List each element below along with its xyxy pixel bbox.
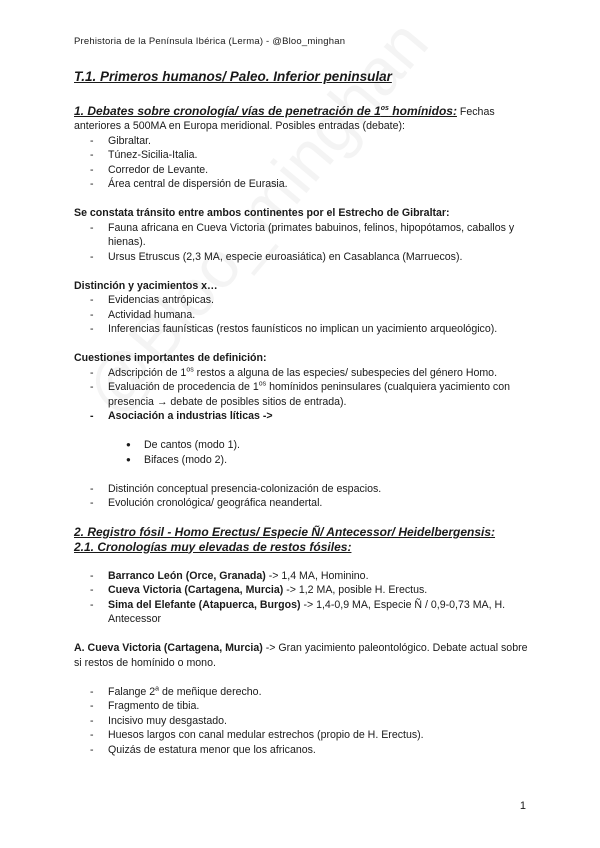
- page-header: Prehistoria de la Península Ibérica (Lerma) - @Bloo_minghan: [74, 36, 346, 47]
- section-3-heading: Distinción y yacimientos x…: [74, 279, 218, 292]
- section-4-list-cont: [74, 482, 534, 511]
- list-item: - Inferencias faunísticas (restos faunísticos no implican un yacimiento arqueológico).: [74, 322, 534, 337]
- list-item: - Gibraltar.: [74, 134, 534, 149]
- list-item: - Área central de dispersión de Eurasia.: [74, 177, 534, 192]
- list-item: - Corredor de Levante.: [74, 163, 534, 178]
- section-5-subheading: 2.1. Cronologías muy elevadas de restos fósiles:: [74, 539, 352, 554]
- list-item: - Evaluación de procedencia de $1^{os}$ homínidos peninsulares (cualquiera yacimiento con presencia → debate de posibles sitios de entrada).: [74, 380, 534, 409]
- section-4-heading: Cuestiones importantes de definición:: [74, 352, 267, 364]
- section-4-list: [74, 366, 534, 424]
- section-2-list: [74, 221, 534, 265]
- list-item: - Distinción conceptual presencia-colonización de espacios.: [74, 482, 534, 497]
- list-item: - Cueva Victoria (Cartagena, Murcia) -> 1,2 MA, posible H. Erectus.: [74, 583, 534, 598]
- list-item: - Falange 2$^a$ de meñique derecho.: [74, 685, 534, 700]
- bullet-item: ● Bifaces (modo 2).: [74, 453, 534, 468]
- list-item: - Actividad humana.: [74, 308, 534, 323]
- list-item: - Fragmento de tibia.: [74, 699, 534, 714]
- list-item: - Adscripción de $1^{os}$ restos a alguna de las especies/ subespecies del género Homo.: [74, 366, 534, 381]
- section-5-list: [74, 569, 534, 627]
- list-item: - Incisivo muy desgastado.: [74, 714, 534, 729]
- document-body: [74, 70, 534, 757]
- list-item: - Huesos largos con canal medular estrechos (propio de H. Erectus).: [74, 728, 534, 743]
- section-1-paragraph: [74, 104, 534, 134]
- list-item: - Barranco León (Orce, Granada) -> 1,4 MA, Hominino.: [74, 569, 534, 584]
- page-number: 1: [519, 800, 526, 812]
- section-3-list: [74, 293, 534, 337]
- section-1-list: [74, 134, 534, 192]
- section-5-heading: 2. Registro fósil - Homo Erectus/ Especie Ñ/ Antecessor/ Heidelbergensis:: [74, 525, 496, 539]
- list-item: - Evolución cronológica/ geográfica neandertal.: [74, 496, 534, 511]
- section-1-heading: 1. Debates sobre cronología/ vías de penetración de $1^{os}$ homínidos:: [74, 103, 457, 118]
- list-item: - Fauna africana en Cueva Victoria (primates babuinos, felinos, hipopótamos, caballos y hienas).: [74, 221, 534, 250]
- list-item: - Sima del Elefante (Atapuerca, Burgos) -> 1,4-0,9 MA, Especie Ñ / 0,9-0,73 MA, H. Antecessor: [74, 598, 534, 627]
- section-1-intro: Fechas anteriores a 500MA en Europa meridional. Posibles entradas (debate):: [74, 105, 495, 132]
- list-item: - Quizás de estatura menor que los africanos.: [74, 743, 534, 758]
- section-6-heading: A. Cueva Victoria (Cartagena, Murcia): [74, 642, 263, 654]
- lithic-industries-list: [74, 438, 534, 467]
- section-6-paragraph: A. Cueva Victoria (Cartagena, Murcia) -> Gran yacimiento paleontológico. Debate actual sobre si restos de homínido o mono.: [74, 642, 528, 669]
- list-item: - Evidencias antrópicas.: [74, 293, 534, 308]
- list-item: - Asociación a industrias líticas ->: [74, 409, 534, 424]
- bullet-item: ● De cantos (modo 1).: [74, 438, 534, 453]
- list-item: - Túnez-Sicilia-Italia.: [74, 148, 534, 163]
- page-title: T.1. Primeros humanos/ Paleo. Inferior peninsular: [74, 69, 392, 84]
- section-2-heading: Se constata tránsito entre ambos continentes por el Estrecho de Gibraltar:: [74, 207, 450, 219]
- list-item: - Ursus Etruscus (2,3 MA, especie euroasiática) en Casablanca (Marruecos).: [74, 250, 534, 265]
- section-6-list: [74, 685, 534, 758]
